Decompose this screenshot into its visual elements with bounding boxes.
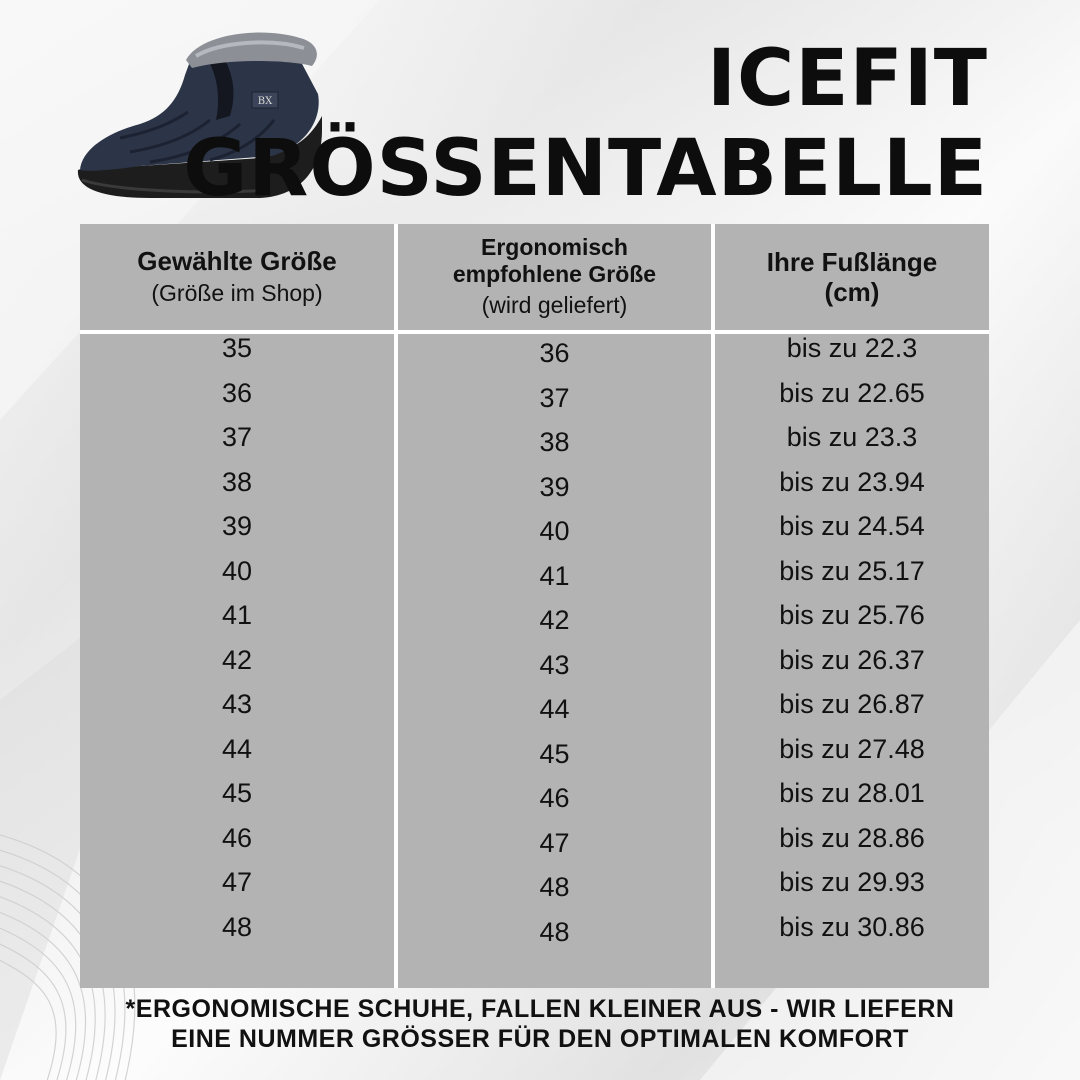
- table-cell: bis zu 26.37: [779, 644, 925, 675]
- table-cell: 38: [221, 466, 253, 497]
- header-bold-1: Ihre Fußlänge: [766, 247, 938, 277]
- footer-line-2: EINE NUMMER GRÖSSER FÜR DEN OPTIMALEN KOMFORT: [171, 1025, 909, 1053]
- table-cell: bis zu 22.65: [779, 377, 925, 408]
- table-cell: 43: [221, 689, 253, 719]
- table-cell: bis zu 24.54: [779, 511, 925, 541]
- table-cell: 38: [539, 427, 570, 457]
- table-cell: 48: [539, 916, 570, 947]
- table-cell: 40: [539, 516, 570, 546]
- table-cell: bis zu 28.01: [779, 778, 925, 808]
- page-title: [183, 34, 988, 214]
- column-recommended-size: [398, 224, 711, 988]
- size-table: [80, 224, 989, 988]
- table-cell: 46: [539, 783, 570, 813]
- column-header-recommended-size: [398, 224, 711, 330]
- table-cell: 45: [221, 778, 253, 808]
- header-sub: (wird geliefert): [481, 292, 628, 318]
- table-cell: bis zu 28.86: [779, 822, 925, 853]
- table-cell: 44: [539, 694, 570, 724]
- table-cell: 39: [539, 471, 570, 502]
- table-cell: 48: [221, 911, 253, 942]
- table-cell: 42: [221, 644, 253, 675]
- table-cell: bis zu 25.17: [779, 555, 925, 586]
- table-cell: 36: [539, 338, 570, 368]
- table-cell: 39: [221, 511, 253, 541]
- footer-line-1: *ERGONOMISCHE SCHUHE, FALLEN KLEINER AUS - WIR LIEFERN: [125, 995, 955, 1023]
- table-cell: 43: [539, 649, 570, 680]
- table-cell: bis zu 23.94: [779, 466, 925, 497]
- column-header-foot-length: [715, 224, 989, 330]
- table-cell: 42: [539, 605, 570, 635]
- table-cell: bis zu 23.3: [786, 422, 918, 452]
- table-cell: bis zu 25.76: [779, 600, 925, 630]
- table-cell: 47: [539, 827, 570, 858]
- brand-logo: BX: [257, 96, 273, 107]
- table-cell: bis zu 30.86: [779, 911, 925, 942]
- column-selected-size: [80, 224, 394, 988]
- table-cell: 47: [221, 867, 253, 897]
- table-cell: 41: [539, 560, 570, 591]
- table-cell: 40: [221, 555, 253, 586]
- title-line-2: GRÖSSENTABELLE: [183, 124, 988, 214]
- table-cell: 46: [221, 822, 253, 853]
- table-cell: 48: [539, 872, 570, 902]
- table-cell: 37: [539, 382, 570, 413]
- column-foot-length: [715, 224, 989, 988]
- table-cell: bis zu 29.93: [779, 867, 925, 897]
- table-cell: bis zu 26.87: [779, 689, 925, 719]
- table-cell: 44: [221, 733, 253, 764]
- title-line-1: ICEFIT: [706, 34, 988, 124]
- table-cell: 35: [221, 333, 253, 363]
- table-cell: bis zu 27.48: [779, 733, 925, 764]
- footer-note: [0, 994, 1080, 1054]
- header-bold-2: empfohlene Größe: [452, 261, 657, 287]
- header-sub: (Größe im Shop): [151, 280, 323, 306]
- column-header-selected-size: [80, 224, 394, 330]
- header-bold-2: (cm): [824, 277, 880, 307]
- table-cell: 41: [221, 600, 253, 630]
- table-cell: 45: [539, 738, 570, 769]
- table-cell: 36: [221, 377, 253, 408]
- header-bold-1: Ergonomisch: [481, 234, 628, 260]
- table-cell: 37: [221, 422, 253, 452]
- header-bold: Gewählte Größe: [137, 246, 337, 276]
- table-cell: bis zu 22.3: [786, 333, 918, 363]
